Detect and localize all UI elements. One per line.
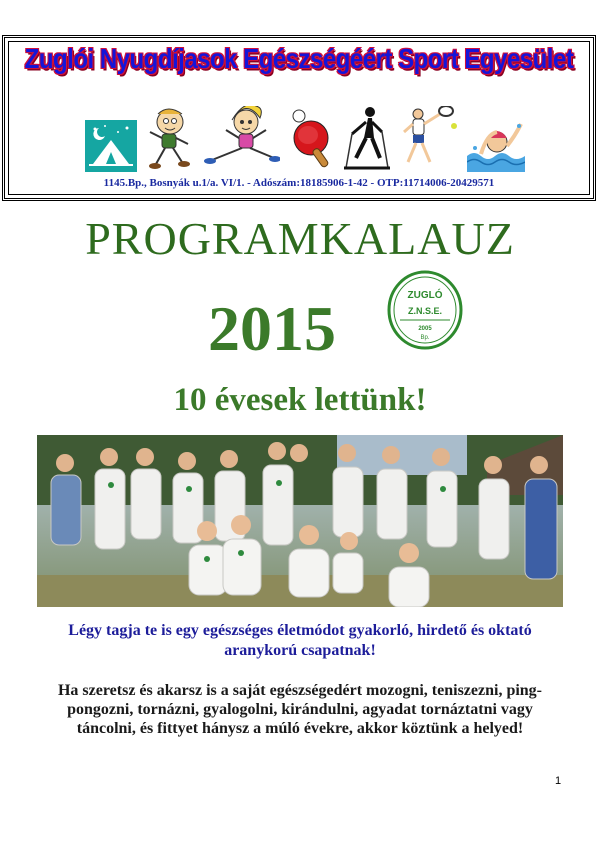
letterhead — [2, 35, 596, 201]
anniversary-heading: 10 évesek lettünk! — [173, 382, 427, 418]
running-cartoon-icon — [146, 106, 192, 172]
page-title: PROGRAMKALAUZ — [85, 213, 515, 264]
logo-text-zuglo: ZUGLÓ — [407, 290, 443, 301]
swimmer-icon — [467, 116, 525, 172]
group-photo-icon — [37, 435, 563, 607]
slogan-text: Légy tagja te is egy egészséges életmódot gyakorló, hirdető és oktató aranykorú csapatnak! — [68, 622, 532, 659]
year-heading: 2015 — [208, 293, 336, 364]
camping-tent-icon — [85, 120, 137, 172]
club-name: Zuglói Nyugdíjasok Egészségéért Sport Egyesület — [24, 43, 574, 75]
sports-icon-row — [85, 100, 525, 172]
tennis-player-icon — [400, 106, 458, 172]
logo-text-city: Bp. — [420, 335, 430, 341]
club-address: 1145.Bp., Bosnyák u.1/a. VI/1. - Adószám:18185906-1-42 - OTP:11714006-20429571 — [103, 177, 495, 189]
logo-text-year: 2005 — [418, 326, 432, 332]
nordic-walking-icon — [344, 106, 390, 172]
club-logo — [386, 270, 464, 350]
table-tennis-icon — [289, 106, 335, 172]
page-number: 1 — [555, 775, 562, 787]
logo-text-znse: Z.N.S.E. — [407, 306, 443, 316]
jumping-cartoon-icon — [202, 106, 280, 172]
invitation-text: Ha szeretsz és akarsz is a saját egészségedért mozogni, teniszezni, ping-pongozni, tornázni, gyalogolni, kirándulni, agyadat tornáztatni vagy táncolni, és fittyet hánysz a múló évekre, akkor köztünk a helyed! — [57, 682, 543, 737]
